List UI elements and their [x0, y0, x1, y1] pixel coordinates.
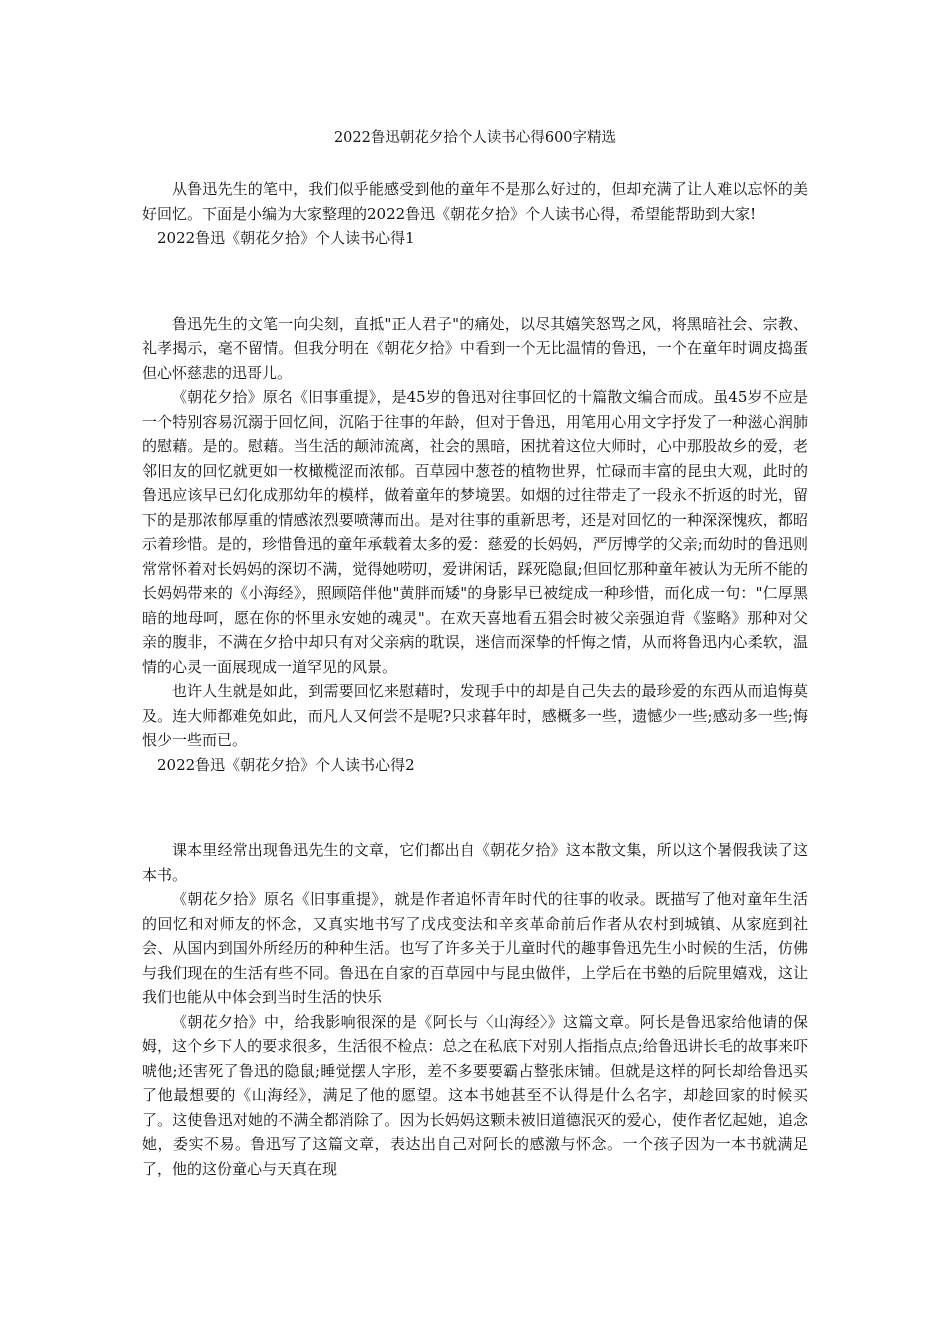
document-body	[142, 177, 808, 1181]
document-title: 2022鲁迅朝花夕拾个人读书心得600字精选	[333, 130, 617, 146]
section-2-paragraph: 《朝花夕拾》原名《旧事重提》，就是作者追怀青年时代的往事的收录。既描写了他对童年生活的回忆和对师友的怀念，又真实地书写了戊戌变法和辛亥革命前后作者从农村到城镇、从家庭到社会、从国内到国外所经历的种种生活。也写了许多关于儿童时代的趣事鲁迅先生小时候的生活，仿佛与我们现在的生活有些不同。鲁迅在自家的百草园中与昆虫做伴，上学后在书塾的后院里嬉戏，这让我们也能从中体会到当时生活的快乐	[142, 890, 808, 1006]
intro-paragraph: 从鲁迅先生的笔中，我们似乎能感受到他的童年不是那么好过的，但却充满了让人难以忘怀的美好回忆。下面是小编为大家整理的2022鲁迅《朝花夕拾》个人读书心得，希望能帮助到大家!	[142, 180, 808, 223]
blank-space	[142, 777, 808, 838]
blank-space	[142, 251, 808, 312]
section-1-heading: 2022鲁迅《朝花夕拾》个人读书心得1	[157, 229, 415, 247]
section-2-paragraph: 课本里经常出现鲁迅先生的文章，它们都出自《朝花夕拾》这本散文集，所以这个暑假我读了这本书。	[142, 841, 808, 884]
section-1-paragraph: 也许人生就是如此，到需要回忆来慰藉时，发现手中的却是自己失去的最珍爱的东西从而追悔莫及。连大师都难免如此，而凡人又何尝不是呢?只求暮年时，感概多一些，遗憾少一些;感动多一些;悔恨少一些而已。	[142, 682, 808, 749]
section-1-paragraph: 鲁迅先生的文笔一向尖刻，直抵"正人君子"的痛处，以尽其嬉笑怒骂之风，将黑暗社会、宗教、礼孝揭示，毫不留情。但我分明在《朝花夕拾》中看到一个无比温情的鲁迅，一个在童年时调皮捣蛋但心怀慈悲的迅哥儿。	[142, 314, 808, 382]
section-1-paragraph: 《朝花夕拾》原名《旧事重提》，是45岁的鲁迅对往事回忆的十篇散文编合而成。虽45岁不应是一个特别容易沉溺于回忆间，沉陷于往事的年龄，但对于鲁迅，用笔用心用文字抒发了一种滋心润肺的慰藉。是的。慰藉。当生活的颠沛流离，社会的黑暗，困扰着这位大师时，心中那股故乡的爱，老邻旧友的回忆就更如一枚橄榄涩而浓郁。百草园中葱苍的植物世界，忙碌而丰富的昆虫大观，此时的鲁迅应该早已幻化成那幼年的模样，做着童年的梦境罢。如烟的过往带走了一段永不折返的时光，留下的是那浓郁厚重的情感浓烈要喷薄而出。是对往事的重新思考，还是对回忆的一种深深愧疚，都昭示着珍惜。是的，珍惜鲁迅的童年承载着太多的爱：慈爱的长妈妈，严厉博学的父亲;而幼时的鲁迅则常常怀着对长妈妈的深切不满，觉得她唠叨，爱讲闲话，踩死隐鼠;但回忆那种童年被认为无所不能的长妈妈带来的《小海经》，照顾陪伴他"黄胖而矮"的身影早已被绽成一种珍惜，而化成一句："仁厚黑暗的地母呵，愿在你的怀里永安她的魂灵"。在欢天喜地看五猖会时被父亲强迫背《鉴略》那种对父亲的腹非，不满在夕拾中却只有对父亲病的耽误，迷信而深挚的忏悔之情，从而将鲁迅内心柔软，温情的心灵一面展现成一道罕见的风景。	[142, 388, 808, 676]
section-2-heading: 2022鲁迅《朝花夕拾》个人读书心得2	[157, 755, 415, 774]
section-2-paragraph: 《朝花夕拾》中，给我影响很深的是《阿长与〈山海经〉》这篇文章。阿长是鲁迅家给他请的保姆，这个乡下人的要求很多，生活很不检点：总之在私底下对别人指指点点;给鲁迅讲长毛的故事来吓唬他;还害死了鲁迅的隐鼠;睡觉摆人字形，差不多要要霸占整张床铺。但就是这样的阿长却给鲁迅买了他最想要的《山海经》，满足了他的愿望。这本书她甚至不认得是什么名字，却趁回家的时候买了。这使鲁迅对她的不满全都消除了。因为长妈妈这颗未被旧道德泯灭的爱心，使作者忆起她，追念她，委实不易。鲁迅写了这篇文章，表达出自己对阿长的感激与怀念。一个孩子因为一本书就满足了，他的这份童心与天真在现	[142, 1012, 808, 1178]
